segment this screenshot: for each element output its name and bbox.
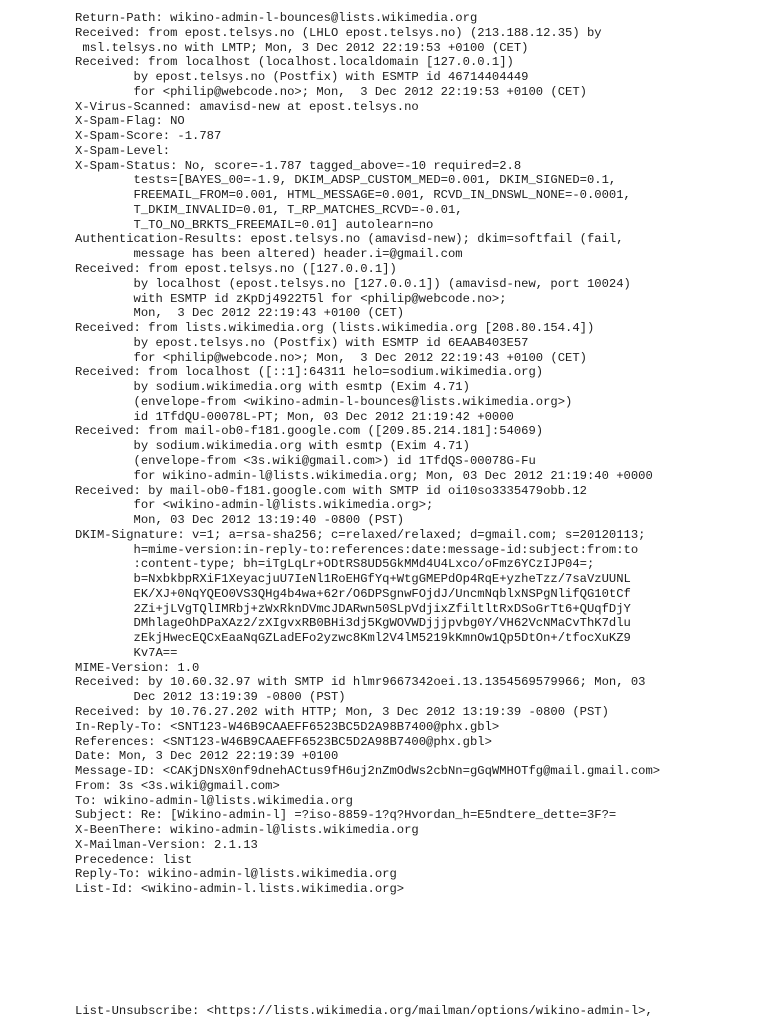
- header-line: by epost.telsys.no (Postfix) with ESMTP id 46714404449: [75, 70, 529, 85]
- header-line: Received: by 10.76.27.202 with HTTP; Mon, 3 Dec 2012 13:19:39 -0800 (PST): [75, 704, 609, 719]
- header-line: zEkjHwecEQCxEaaNqGZLadEFo2yzwc8Kml2V4lM5219kKmnOw1Qp5DtOn+/tfocXuKZ9: [75, 631, 631, 646]
- email-headers: [75, 11, 660, 897]
- header-line: :content-type; bh=iTgLqLr+ODtRS8UD5GkMMd4U4Lxco/oFmz6YCzIJP04=;: [75, 557, 595, 572]
- header-line: Return-Path: wikino-admin-l-bounces@lists.wikimedia.org: [75, 11, 478, 25]
- header-line: for <wikino-admin-l@lists.wikimedia.org>;: [75, 498, 434, 513]
- header-line: by sodium.wikimedia.org with esmtp (Exim 4.71): [75, 439, 470, 454]
- header-line: msl.telsys.no with LMTP; Mon, 3 Dec 2012 22:19:53 +0100 (CET): [75, 40, 529, 55]
- header-line: From: 3s <3s.wiki@gmail.com>: [75, 778, 280, 793]
- header-line: T_DKIM_INVALID=0.01, T_RP_MATCHES_RCVD=-0.01,: [75, 202, 463, 217]
- header-line: X-Spam-Score: -1.787: [75, 129, 222, 144]
- header-line: by localhost (epost.telsys.no [127.0.0.1]) (amavisd-new, port 10024): [75, 276, 631, 291]
- header-line: Received: from mail-ob0-f181.google.com ([209.85.214.181]:54069): [75, 424, 544, 439]
- header-line: X-Spam-Level:: [75, 143, 171, 158]
- header-line: by sodium.wikimedia.org with esmtp (Exim 4.71): [75, 380, 470, 395]
- header-line: EK/XJ+0NqYQEO0VS3QHg4b4wa+62r/O6DPSgnwFOjdJ/UncmNqblxNSPgNlifQG10tCf: [75, 586, 631, 601]
- header-line: Subject: Re: [Wikino-admin-l] =?iso-8859-1?q?Hvordan_h=E5ndtere_dette=3F?=: [75, 808, 617, 823]
- header-line: Received: by mail-ob0-f181.google.com with SMTP id oi10so3335479obb.12: [75, 483, 587, 498]
- header-line: Kv7A==: [75, 645, 178, 660]
- header-line: DMhlageOhDPaXAz2/zXIgvxRB0BHi3dj5KgWOVWDjjjpvbg0Y/VH62VcNMaCvThK7dlu: [75, 616, 631, 631]
- header-line: h=mime-version:in-reply-to:references:date:message-id:subject:from:to: [75, 542, 639, 557]
- header-line: MIME-Version: 1.0: [75, 660, 200, 675]
- header-line: X-BeenThere: wikino-admin-l@lists.wikimedia.org: [75, 823, 419, 838]
- header-line: b=NxbkbpRXiF1XeyacjuU7IeNl1RoEHGfYq+WtgGMEPdOp4RqE+yzheTzz/7saVzUUNL: [75, 572, 631, 587]
- header-line: X-Spam-Status: No, score=-1.787 tagged_above=-10 required=2.8: [75, 158, 522, 173]
- header-line: Received: from localhost (localhost.localdomain [127.0.0.1]): [75, 55, 514, 70]
- header-line: To: wikino-admin-l@lists.wikimedia.org: [75, 793, 353, 808]
- header-line: DKIM-Signature: v=1; a=rsa-sha256; c=relaxed/relaxed; d=gmail.com; s=20120113;: [75, 527, 646, 542]
- header-line: Received: from lists.wikimedia.org (lists.wikimedia.org [208.80.154.4]): [75, 321, 595, 336]
- header-line: (envelope-from <wikino-admin-l-bounces@lists.wikimedia.org>): [75, 394, 573, 409]
- header-line: X-Virus-Scanned: amavisd-new at epost.telsys.no: [75, 99, 419, 114]
- header-line: Received: by 10.60.32.97 with SMTP id hlmr9667342oei.13.1354569579966; Mon, 03: [75, 675, 646, 690]
- header-line: X-Spam-Flag: NO: [75, 114, 185, 129]
- header-line: for wikino-admin-l@lists.wikimedia.org; Mon, 03 Dec 2012 21:19:40 +0000: [75, 468, 653, 483]
- header-line: (envelope-from <3s.wiki@gmail.com>) id 1TfdQS-00078G-Fu: [75, 453, 536, 468]
- header-line: tests=[BAYES_00=-1.9, DKIM_ADSP_CUSTOM_MED=0.001, DKIM_SIGNED=0.1,: [75, 173, 617, 188]
- header-line: X-Mailman-Version: 2.1.13: [75, 837, 258, 852]
- header-line: Received: from localhost ([::1]:64311 helo=sodium.wikimedia.org): [75, 365, 544, 380]
- header-line: Dec 2012 13:19:39 -0800 (PST): [75, 690, 346, 705]
- header-line: with ESMTP id zKpDj4922T5l for <philip@webcode.no>;: [75, 291, 507, 306]
- header-line: for <philip@webcode.no>; Mon, 3 Dec 2012 22:19:43 +0100 (CET): [75, 350, 587, 365]
- header-line: Authentication-Results: epost.telsys.no (amavisd-new); dkim=softfail (fail,: [75, 232, 624, 247]
- header-line: Mon, 03 Dec 2012 13:19:40 -0800 (PST): [75, 513, 405, 528]
- header-line: id 1TfdQU-00078L-PT; Mon, 03 Dec 2012 21:19:42 +0000: [75, 409, 514, 424]
- header-line: Received: from epost.telsys.no ([127.0.0.1]): [75, 262, 397, 277]
- header-line: List-Id: <wikino-admin-l.lists.wikimedia.org>: [75, 882, 405, 897]
- header-line: References: <SNT123-W46B9CAAEFF6523BC5D2A98B7400@phx.gbl>: [75, 734, 492, 749]
- header-line: by epost.telsys.no (Postfix) with ESMTP id 6EAAB403E57: [75, 335, 529, 350]
- header-line: Mon, 3 Dec 2012 22:19:43 +0100 (CET): [75, 306, 405, 321]
- header-line: Reply-To: wikino-admin-l@lists.wikimedia.org: [75, 867, 397, 882]
- header-line: Message-ID: <CAKjDNsX0nf9dnehACtus9fH6uj2nZmOdWs2cbNn=gGqWMHOTfg@mail.gmail.com>: [75, 764, 661, 779]
- header-line: Precedence: list: [75, 852, 193, 867]
- header-line: Received: from epost.telsys.no (LHLO epost.telsys.no) (213.188.12.35) by: [75, 25, 602, 40]
- list-unsubscribe-line: List-Unsubscribe: <https://lists.wikimedia.org/mailman/options/wikino-admin-l>,: [75, 1004, 653, 1018]
- header-line: In-Reply-To: <SNT123-W46B9CAAEFF6523BC5D2A98B7400@phx.gbl>: [75, 719, 500, 734]
- header-line: message has been altered) header.i=@gmail.com: [75, 247, 463, 262]
- header-line: for <philip@webcode.no>; Mon, 3 Dec 2012 22:19:53 +0100 (CET): [75, 84, 587, 99]
- header-line: T_TO_NO_BRKTS_FREEMAIL=0.01] autolearn=no: [75, 217, 434, 232]
- header-line: 2Zi+jLVgTQlIMRbj+zWxRknDVmcJDARwn50SLpVdjixZfiltltRxDSoGrTt6+QUqfDjY: [75, 601, 631, 616]
- header-line: Date: Mon, 3 Dec 2012 22:19:39 +0100: [75, 749, 339, 764]
- header-line: FREEMAIL_FROM=0.001, HTML_MESSAGE=0.001, RCVD_IN_DNSWL_NONE=-0.0001,: [75, 188, 631, 203]
